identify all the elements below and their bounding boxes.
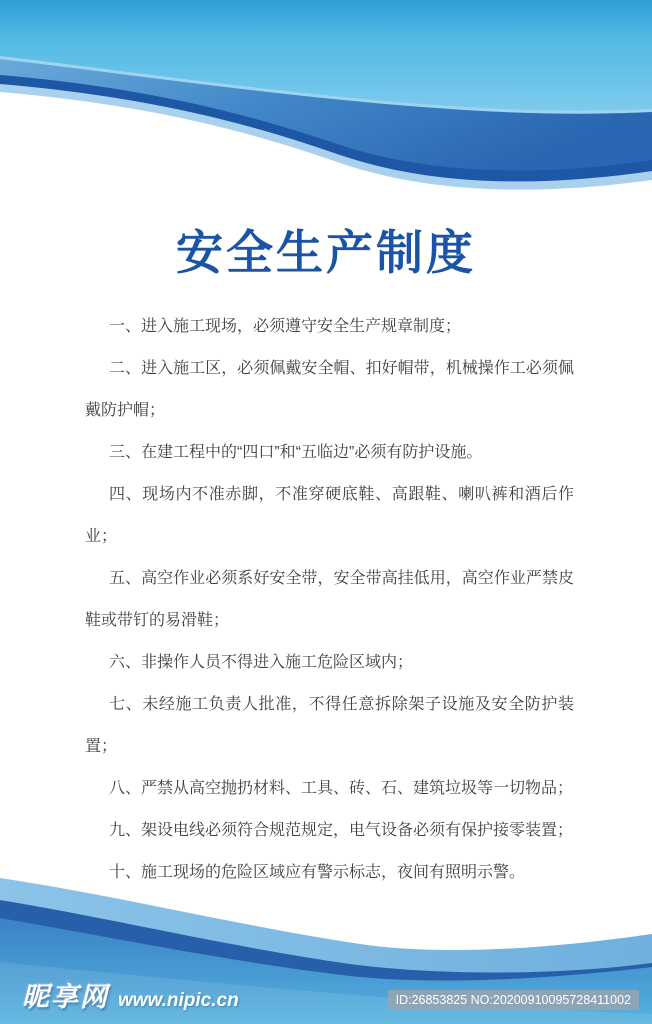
watermark-site-name: 昵享网 (22, 982, 109, 1012)
rule-item-4: 四、现场内不准赤脚，不准穿硬底鞋、高跟鞋、喇叭裤和酒后作业； (85, 486, 574, 545)
rule-item-1: 一、进入施工现场，必须遵守安全生产规章制度； (109, 318, 462, 335)
rule-item-5: 五、高空作业必须系好安全带，安全带高挂低用，高空作业严禁皮鞋或带钉的易滑鞋； (85, 570, 574, 629)
watermark (22, 975, 239, 1014)
rule-item-7: 七、未经施工负责人批准，不得任意拆除架子设施及安全防护装置； (85, 696, 574, 755)
rule-item-10: 十、施工现场的危险区域应有警示标志，夜间有照明示警。 (109, 864, 526, 881)
rule-item-6: 六、非操作人员不得进入施工危险区域内； (109, 654, 414, 671)
image-id-badge: ID:26853825 NO:20200910095728411002 (388, 990, 639, 1010)
watermark-site-url: www.nipic.cn (118, 990, 239, 1011)
rule-item-3: 三、在建工程中的“四口”和“五临边”必须有防护设施。 (109, 444, 483, 461)
rule-item-9: 九、架设电线必须符合规范规定，电气设备必须有保护接零装置； (109, 822, 574, 839)
rule-item-8: 八、严禁从高空抛扔材料、工具、砖、石、建筑垃圾等一切物品； (109, 780, 574, 797)
rule-item-2: 二、进入施工区，必须佩戴安全帽、扣好帽带，机械操作工必须佩戴防护帽； (85, 360, 574, 419)
poster-title: 安全生产制度 (176, 226, 476, 279)
rules-list (85, 306, 574, 894)
top-wave-graphic (0, 0, 652, 240)
